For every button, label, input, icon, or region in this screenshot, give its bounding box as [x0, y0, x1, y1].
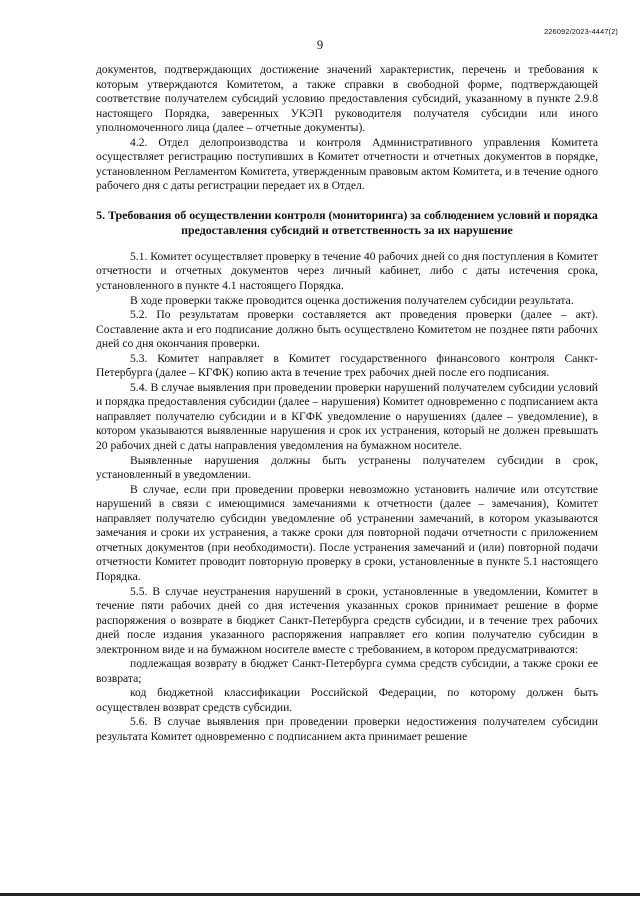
paragraph-4-2: 4.2. Отдел делопроизводства и контроля Административного управления Комитета осуществляет регистрацию поступивших в Комитет отчетности и отчетных документов в порядке, установленном Регламентом Комитета, утвержденным правовым актом Комитета, и в течение одного рабочего дня с даты регистрации передает их в Отдел. [96, 135, 598, 193]
paragraph-5-2: 5.2. По результатам проверки составляется акт проведения проверки (далее – акт). Составление акта и его подписание должно быть осуществлено Комитетом не позднее пяти рабочих дней со дня окончания проверки. [96, 308, 598, 351]
paragraph-5-4-deadline: Выявленные нарушения должны быть устранены получателем субсидии в срок, установленный в уведомлении. [96, 453, 598, 482]
scan-edge-line [0, 893, 640, 896]
paragraph-5-3: 5.3. Комитет направляет в Комитет государственного финансового контроля Санкт-Петербурга (далее – КГФК) копию акта в течение трех рабочих дней после его подписания. [96, 351, 598, 380]
paragraph-5-1-result: В ходе проверки также проводится оценка достижения получателем субсидии результата. [130, 293, 574, 307]
paragraph-continuation: документов, подтверждающих достижение значений характеристик, перечень и требования к которым утверждаются Комитетом, а также справки в свободной форме, подтверждающей соответствие получателем субсидий условию предоставления субсидий, указанному в пункте 2.9.8 настоящего Порядка, заверенных УКЭП руководителя получателя субсидии или иного уполномоченного лица (далее – отчетные документы). [96, 63, 598, 135]
paragraph-5-5-item-amount: подлежащая возврату в бюджет Санкт-Петербурга сумма средств субсидии, а также сроки ее возврата; [96, 657, 598, 685]
paragraph-5-5: 5.5. В случае неустранения нарушений в сроки, установленные в уведомлении, Комитет в течение пяти рабочих дней со дня истечения указанных сроков принимает решение в форме распоряжения о возврате в бюджет Санкт-Петербурга средств субсидии, и в течение трех рабочих дней после издания указанного распоряжения направляет его копии получателю субсидии в электронном виде и на бумажном носителе вместе с требованием, в котором предусматриваются: [96, 584, 598, 656]
paragraph-5-4-remarks: В случае, если при проведении проверки невозможно установить наличие или отсутствие нарушений в связи с имеющимися замечаниями к отчетности (далее – замечания), Комитет направляет получателю субсидии уведомление об устранении замечаний, в котором указываются замечания и сроки их устранения, а также сроки для повторной подачи отчетности с приложением отчетных документов (при необходимости). После устранения замечаний и (или) повторной подачи отчетности Комитет проводит повторную проверку в сроки, установленные в пункте 5.1 настоящего Порядка. [96, 482, 598, 583]
paragraph-5-1: 5.1. Комитет осуществляет проверку в течение 40 рабочих дней со дня поступления в Комитет отчетности и отчетных документов через личный кабинет, либо с даты истечения срока, установленного в пункте 4.1 настоящего Порядка. [96, 249, 598, 293]
document-body [96, 63, 598, 745]
page-number: 9 [316, 38, 324, 52]
section-5-heading: 5. Требования об осуществлении контроля (мониторинга) за соблюдением условий и порядка предоставления субсидий и ответственность за их нарушение [96, 207, 598, 238]
paragraph-5-5-item-code: код бюджетной классификации Российской Федерации, по которому должен быть осуществлен возврат средств субсидии. [96, 686, 598, 714]
paragraph-5-4: 5.4. В случае выявления при проведении проверки нарушений получателем субсидии условий и порядка предоставления субсидии (далее – нарушения) Комитет одновременно с подписанием акта направляет получателю субсидии и в КГФК уведомление о нарушениях (далее – уведомление), в котором указываются выявленные нарушения и срок их устранения, который не должен превышать 20 рабочих дней с даты направления уведомления на бумажном носителе. [96, 380, 598, 453]
document-registration-number: 226092/2023-4447(2) [543, 27, 618, 36]
paragraph-5-6: 5.6. В случае выявления при проведении проверки недостижения получателем субсидии результата Комитет одновременно с подписанием акта принимает решение [96, 715, 598, 743]
